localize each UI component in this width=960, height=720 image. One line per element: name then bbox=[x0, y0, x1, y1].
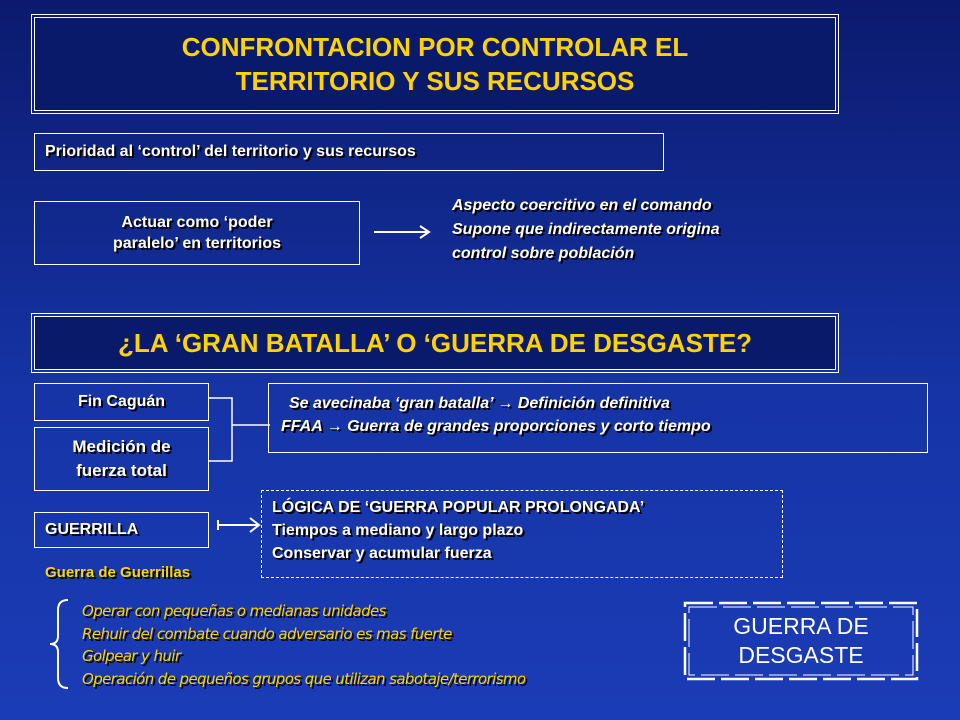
guerra-guerrillas-text: Guerra de Guerrillas bbox=[45, 564, 191, 581]
avecinaba-box bbox=[268, 383, 928, 453]
logica-line2: Tiempos a mediano y largo plazo bbox=[272, 522, 524, 539]
guerra-guerrillas-label bbox=[45, 564, 190, 581]
batalla-heading-box bbox=[34, 316, 836, 370]
batalla-heading: ¿LA ‘GRAN BATALLA’ O ‘GUERRA DE DESGASTE? bbox=[117, 327, 753, 358]
list-item: Operación de pequeños grupos que utilizan sabotaje/terrorismo bbox=[82, 669, 526, 688]
guerra-desgaste-box bbox=[683, 601, 919, 681]
avecinaba-line1-b: Definición definitiva bbox=[513, 395, 670, 412]
avecinaba-line1-a: Se avecinaba ‘gran batalla’ bbox=[289, 395, 498, 412]
actuar-box bbox=[34, 201, 360, 265]
prioridad-box bbox=[34, 133, 664, 171]
actuar-line1: Actuar como ‘poder bbox=[121, 214, 273, 231]
right-arrow-icon bbox=[372, 222, 432, 242]
avecinaba-line2-a: FFAA bbox=[281, 418, 327, 435]
fin-caguan-box bbox=[34, 383, 209, 421]
desgaste-line1: GUERRA DE bbox=[733, 613, 869, 639]
operar-list bbox=[82, 600, 642, 690]
prioridad-text: Prioridad al ‘control’ del territorio y sus recursos bbox=[45, 143, 416, 160]
hook-arrow-icon bbox=[214, 512, 264, 538]
fin-caguan-text: Fin Caguán bbox=[77, 393, 166, 410]
slide-title-line2: TERRITORIO Y SUS RECURSOS bbox=[235, 66, 635, 96]
medicion-line2: fuerza total bbox=[76, 461, 167, 480]
list-item: Golpear y huir bbox=[82, 647, 181, 665]
right-arrow-icon: → bbox=[326, 418, 343, 435]
guerrilla-box bbox=[34, 512, 209, 548]
connector-lines bbox=[208, 395, 270, 465]
aspecto-line1: Aspecto coercitivo en el comando bbox=[452, 197, 712, 214]
right-arrow-icon: → bbox=[497, 395, 514, 412]
aspecto-line2: Supone que indirectamente origina bbox=[452, 221, 720, 238]
list-item: Rehuir del combate cuando adversario es mas fuerte bbox=[82, 624, 452, 643]
avecinaba-line2-b: Guerra de grandes proporciones y corto tiempo bbox=[342, 418, 711, 435]
slide-title-line1: CONFRONTACION POR CONTROLAR EL bbox=[181, 32, 689, 62]
medicion-box bbox=[34, 427, 209, 491]
logica-box bbox=[261, 490, 783, 578]
list-item: Operar con pequeñas o medianas unidades bbox=[82, 602, 386, 620]
logica-line3: Conservar y acumular fuerza bbox=[272, 545, 492, 562]
actuar-line2: paralelo’ en territorios bbox=[112, 235, 282, 252]
aspecto-line3: control sobre población bbox=[452, 245, 635, 262]
aspecto-text bbox=[452, 194, 872, 266]
slide-title bbox=[34, 17, 836, 111]
logica-line1: LÓGICA DE ‘GUERRA POPULAR PROLONGADA’ bbox=[272, 499, 645, 516]
left-brace-icon bbox=[44, 598, 74, 690]
guerrilla-text: GUERRILLA bbox=[45, 521, 139, 538]
desgaste-line2: DESGASTE bbox=[738, 642, 864, 668]
medicion-line1: Medición de bbox=[72, 437, 171, 456]
